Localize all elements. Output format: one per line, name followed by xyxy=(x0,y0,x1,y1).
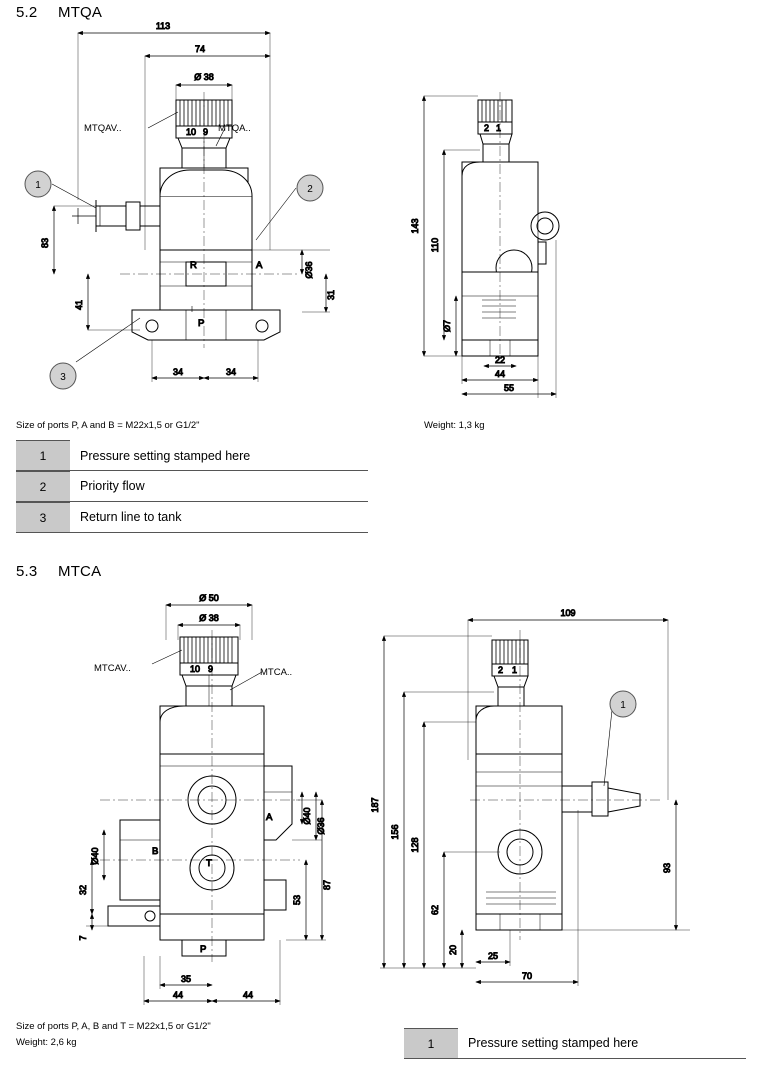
svg-text:143: 143 xyxy=(410,218,420,234)
svg-text:Ø36: Ø36 xyxy=(316,817,326,835)
svg-text:83: 83 xyxy=(40,237,50,249)
svg-text:113: 113 xyxy=(155,21,171,31)
svg-text:T: T xyxy=(206,858,212,869)
svg-text:93: 93 xyxy=(662,862,672,874)
svg-text:A: A xyxy=(256,260,263,271)
svg-text:109: 109 xyxy=(560,608,576,618)
label-mtcav: MTCAV.. xyxy=(94,663,131,674)
svg-text:128: 128 xyxy=(410,837,420,853)
legend-row xyxy=(404,1028,746,1059)
svg-text:25: 25 xyxy=(487,951,499,961)
note-ports-mtca: Size of ports P, A, B and T = M22x1,5 or G1/2" xyxy=(16,1021,211,1032)
legend-index: 1 xyxy=(404,1028,458,1059)
svg-text:156: 156 xyxy=(390,824,400,840)
svg-text:A: A xyxy=(266,812,273,823)
callout-1-mtca xyxy=(610,691,636,717)
legend-row xyxy=(16,471,368,502)
note-weight-mtqa: Weight: 1,3 kg xyxy=(424,420,485,431)
label-mtca: MTCA.. xyxy=(260,667,293,678)
label-mtqav: MTQAV.. xyxy=(84,123,122,134)
svg-text:32: 32 xyxy=(78,884,88,896)
svg-text:87: 87 xyxy=(322,879,332,891)
legend-text: Pressure setting stamped here xyxy=(458,1028,746,1059)
callout-2-mtqa xyxy=(297,175,323,201)
note-ports-mtqa: Size of ports P, A and B = M22x1,5 or G1/2" xyxy=(16,420,200,431)
svg-text:10: 10 xyxy=(190,664,201,674)
svg-text:22: 22 xyxy=(494,355,506,365)
svg-text:34: 34 xyxy=(172,367,184,377)
svg-text:2: 2 xyxy=(307,184,313,195)
note-weight-mtca: Weight: 2,6 kg xyxy=(16,1037,77,1048)
svg-text:110: 110 xyxy=(430,237,440,253)
legend-text: Return line to tank xyxy=(70,502,368,533)
legend-index: 3 xyxy=(16,502,70,533)
svg-text:53: 53 xyxy=(292,894,302,906)
svg-text:Ø 38: Ø 38 xyxy=(199,613,219,623)
svg-text:31: 31 xyxy=(326,289,336,301)
legend-text: Priority flow xyxy=(70,471,368,502)
svg-text:3: 3 xyxy=(60,372,66,383)
legend-row xyxy=(16,502,368,533)
svg-text:Ø36: Ø36 xyxy=(304,261,314,279)
svg-text:P: P xyxy=(200,944,207,955)
svg-text:55: 55 xyxy=(503,383,515,393)
section-number: 5.2 xyxy=(16,4,38,21)
section-heading-53 xyxy=(16,563,101,580)
svg-text:2: 2 xyxy=(484,123,490,133)
svg-text:62: 62 xyxy=(430,904,440,916)
callout-3-mtqa xyxy=(50,363,76,389)
svg-text:P: P xyxy=(198,318,205,329)
svg-text:2: 2 xyxy=(498,665,504,675)
svg-text:1: 1 xyxy=(35,180,41,191)
svg-text:Ø 50: Ø 50 xyxy=(199,593,219,603)
svg-text:20: 20 xyxy=(448,944,458,956)
legend-table-mtqa xyxy=(16,440,368,533)
section-title: MTQA xyxy=(58,4,103,21)
section-title: MTCA xyxy=(58,563,102,580)
callout-1-mtqa xyxy=(25,171,51,197)
svg-text:Ø 38: Ø 38 xyxy=(194,72,214,82)
section-number: 5.3 xyxy=(16,563,38,580)
svg-text:35: 35 xyxy=(180,974,192,984)
legend-index: 2 xyxy=(16,471,70,502)
legend-text: Pressure setting stamped here xyxy=(70,440,368,471)
svg-text:B: B xyxy=(152,846,159,857)
svg-text:44: 44 xyxy=(172,990,184,1000)
svg-text:10: 10 xyxy=(186,127,197,137)
svg-text:1: 1 xyxy=(512,665,518,675)
svg-text:Ø40: Ø40 xyxy=(90,847,100,865)
legend-table-mtca xyxy=(404,1028,746,1059)
svg-text:Ø7: Ø7 xyxy=(442,319,452,333)
legend-row xyxy=(16,440,368,471)
svg-text:9: 9 xyxy=(203,127,209,137)
svg-text:74: 74 xyxy=(194,44,206,54)
legend-index: 1 xyxy=(16,440,70,471)
label-mtqa: MTQA.. xyxy=(218,123,251,134)
svg-text:1: 1 xyxy=(496,123,502,133)
svg-text:9: 9 xyxy=(208,664,214,674)
svg-text:44: 44 xyxy=(494,369,506,379)
svg-text:Ø40: Ø40 xyxy=(302,807,312,825)
svg-text:44: 44 xyxy=(242,990,254,1000)
svg-text:7: 7 xyxy=(78,935,88,941)
svg-text:34: 34 xyxy=(225,367,237,377)
svg-text:70: 70 xyxy=(521,971,533,981)
svg-text:187: 187 xyxy=(370,797,380,813)
svg-text:1: 1 xyxy=(620,700,626,711)
svg-text:41: 41 xyxy=(74,299,84,311)
svg-text:R: R xyxy=(190,260,197,271)
